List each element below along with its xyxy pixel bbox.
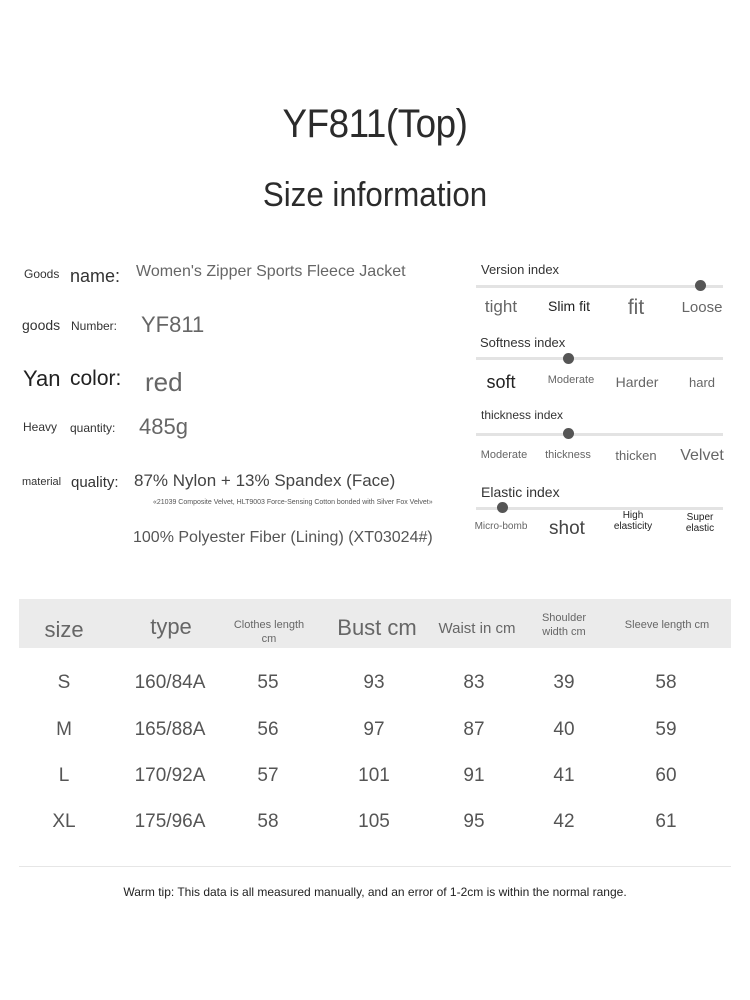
header-shoulder: Shoulder width cm — [541, 612, 587, 638]
softness-index-track — [476, 357, 723, 360]
table-cell: 91 — [463, 765, 485, 786]
header-type: type — [150, 614, 192, 639]
softness-index-title: Softness index — [480, 335, 566, 350]
table-cell: 175/96A — [134, 811, 206, 832]
table-cell: S — [57, 672, 71, 693]
version-option-slim: Slim fit — [548, 298, 590, 314]
softness-option-harder: Harder — [615, 374, 659, 390]
elastic-option-shot: shot — [549, 518, 585, 539]
header-size: size — [44, 617, 84, 642]
color-value: red — [145, 367, 183, 397]
table-cell: 61 — [655, 811, 677, 832]
table-cell: 105 — [358, 811, 390, 832]
softness-option-moderate: Moderate — [547, 374, 595, 386]
material-label: quality: — [71, 474, 119, 491]
table-cell: 59 — [655, 719, 677, 740]
name-prefix: Goods — [24, 267, 60, 281]
weight-label: quantity: — [70, 421, 116, 435]
table-cell: 58 — [655, 672, 677, 693]
material-prefix: material — [22, 476, 62, 488]
table-cell: XL — [52, 811, 76, 832]
table-cell: 165/88A — [134, 719, 206, 740]
thickness-option-thicken: thicken — [615, 448, 657, 463]
softness-option-soft: soft — [486, 372, 516, 392]
weight-value: 485g — [139, 414, 188, 439]
table-cell: 93 — [363, 672, 385, 693]
number-prefix: goods — [22, 317, 61, 333]
table-cell: 87 — [463, 719, 485, 740]
section-title: Size information — [262, 176, 488, 214]
product-title: YF811(Top) — [282, 102, 468, 146]
table-cell: 39 — [553, 672, 575, 693]
thickness-index-track — [476, 433, 723, 436]
thickness-index-marker — [563, 428, 574, 439]
number-value: YF811 — [141, 312, 205, 337]
material-lining: 100% Polyester Fiber (Lining) (XT03024#) — [133, 529, 433, 546]
table-cell: 170/92A — [134, 765, 206, 786]
color-prefix: Yan — [23, 366, 61, 391]
elastic-option-micro-bomb: Micro-bomb — [474, 521, 528, 532]
table-cell: M — [56, 719, 72, 740]
table-cell: 95 — [463, 811, 485, 832]
elastic-option-super: Super elastic — [685, 512, 715, 534]
elastic-index-marker — [497, 502, 508, 513]
version-index-title: Version index — [481, 262, 560, 277]
version-index-marker — [695, 280, 706, 291]
table-cell: 97 — [363, 719, 385, 740]
table-cell: 83 — [463, 672, 485, 693]
name-label: name: — [70, 266, 121, 286]
elastic-index-title: Elastic index — [481, 484, 560, 500]
material-face: 87% Nylon + 13% Spandex (Face) — [134, 471, 396, 490]
table-cell: L — [58, 765, 70, 786]
table-cell: 56 — [257, 719, 279, 740]
version-option-tight: tight — [484, 297, 518, 316]
version-option-fit: fit — [627, 296, 645, 319]
table-cell: 60 — [655, 765, 677, 786]
softness-index-marker — [563, 353, 574, 364]
header-bust: Bust cm — [337, 615, 417, 640]
thickness-option-thickness: thickness — [545, 449, 591, 461]
number-label: Number: — [71, 319, 118, 333]
header-clothes-length: Clothes length cm — [233, 619, 305, 645]
header-sleeve: Sleeve length cm — [624, 619, 710, 631]
table-cell: 55 — [257, 672, 279, 693]
softness-option-hard: hard — [688, 375, 716, 390]
table-cell: 101 — [358, 765, 390, 786]
table-divider — [19, 866, 731, 867]
elastic-index-track — [476, 507, 723, 510]
elastic-option-high: High elasticity — [613, 510, 653, 532]
color-label: color: — [70, 367, 122, 390]
table-cell: 58 — [257, 811, 279, 832]
thickness-index-title: thickness index — [481, 408, 564, 422]
table-cell: 40 — [553, 719, 575, 740]
table-cell: 160/84A — [134, 672, 206, 693]
table-cell: 42 — [553, 811, 575, 832]
version-option-loose: Loose — [681, 299, 723, 316]
warm-tip: Warm tip: This data is all measured manually, and an error of 1-2cm is within the normal range. — [123, 885, 627, 899]
header-waist: Waist in cm — [438, 620, 516, 637]
weight-prefix: Heavy — [23, 420, 58, 434]
name-value: Women's Zipper Sports Fleece Jacket — [136, 263, 406, 280]
thickness-option-velvet: Velvet — [680, 447, 724, 464]
table-cell: 41 — [553, 765, 575, 786]
thickness-option-moderate: Moderate — [480, 449, 528, 461]
material-note: «21039 Composite Velvet, HLT9003 Force-Sensing Cotton bonded with Silver Fox Velvet» — [153, 499, 433, 506]
version-index-track — [476, 285, 723, 288]
table-cell: 57 — [257, 765, 279, 786]
